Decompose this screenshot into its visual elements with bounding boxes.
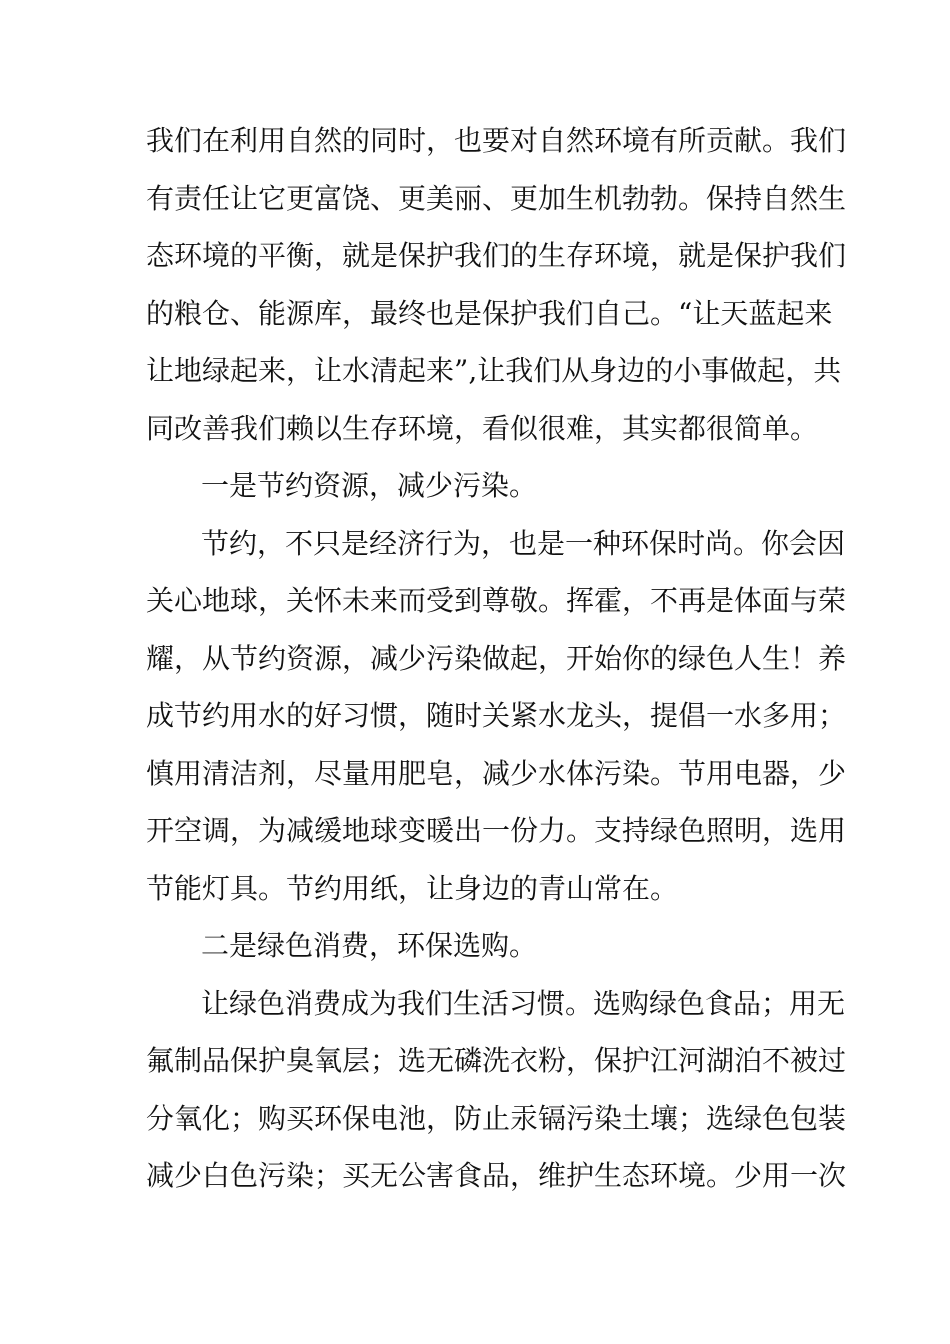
text-line: 关心地球，关怀未来而受到尊敬。挥霍，不再是体面与荣 xyxy=(146,584,847,617)
text-line: 分氧化；购买环保电池，防止汞镉污染土壤；选绿色包装 xyxy=(146,1102,847,1135)
text-line: 氟制品保护臭氧层；选无磷洗衣粉，保护江河湖泊不被过 xyxy=(146,1044,847,1077)
text-line: 我们在利用自然的同时，也要对自然环境有所贡献。我们 xyxy=(146,124,847,157)
text-line: 让绿色消费成为我们生活习惯。选购绿色食品；用无 xyxy=(201,987,846,1020)
text-line: 态环境的平衡，就是保护我们的生存环境，就是保护我们 xyxy=(146,239,847,272)
text-line: 耀，从节约资源，减少污染做起，开始你的绿色人生！养 xyxy=(146,642,847,675)
text-line: 开空调，为减缓地球变暖出一份力。支持绿色照明，选用 xyxy=(146,814,847,847)
text-line: 慎用清洁剂，尽量用肥皂，减少水体污染。节用电器，少 xyxy=(146,757,847,790)
text-line: 的粮仓、能源库，最终也是保护我们自己。“让天蓝起来 xyxy=(146,297,833,330)
text-line: 减少白色污染；买无公害食品，维护生态环境。少用一次 xyxy=(146,1159,847,1192)
section-heading: 二是绿色消费，环保选购。 xyxy=(201,929,538,962)
text-line: 让地绿起来，让水清起来”,让我们从身边的小事做起，共 xyxy=(146,354,842,387)
text-line: 有责任让它更富饶、更美丽、更加生机勃勃。保持自然生 xyxy=(146,182,847,215)
text-line: 节能灯具。节约用纸，让身边的青山常在。 xyxy=(146,872,679,905)
text-line: 成节约用水的好习惯，随时关紧水龙头，提倡一水多用； xyxy=(146,699,847,732)
text-line: 同改善我们赖以生存环境，看似很难，其实都很简单。 xyxy=(146,412,819,445)
text-line: 节约，不只是经济行为，也是一种环保时尚。你会因 xyxy=(201,527,846,560)
section-heading: 一是节约资源，减少污染。 xyxy=(201,469,538,502)
